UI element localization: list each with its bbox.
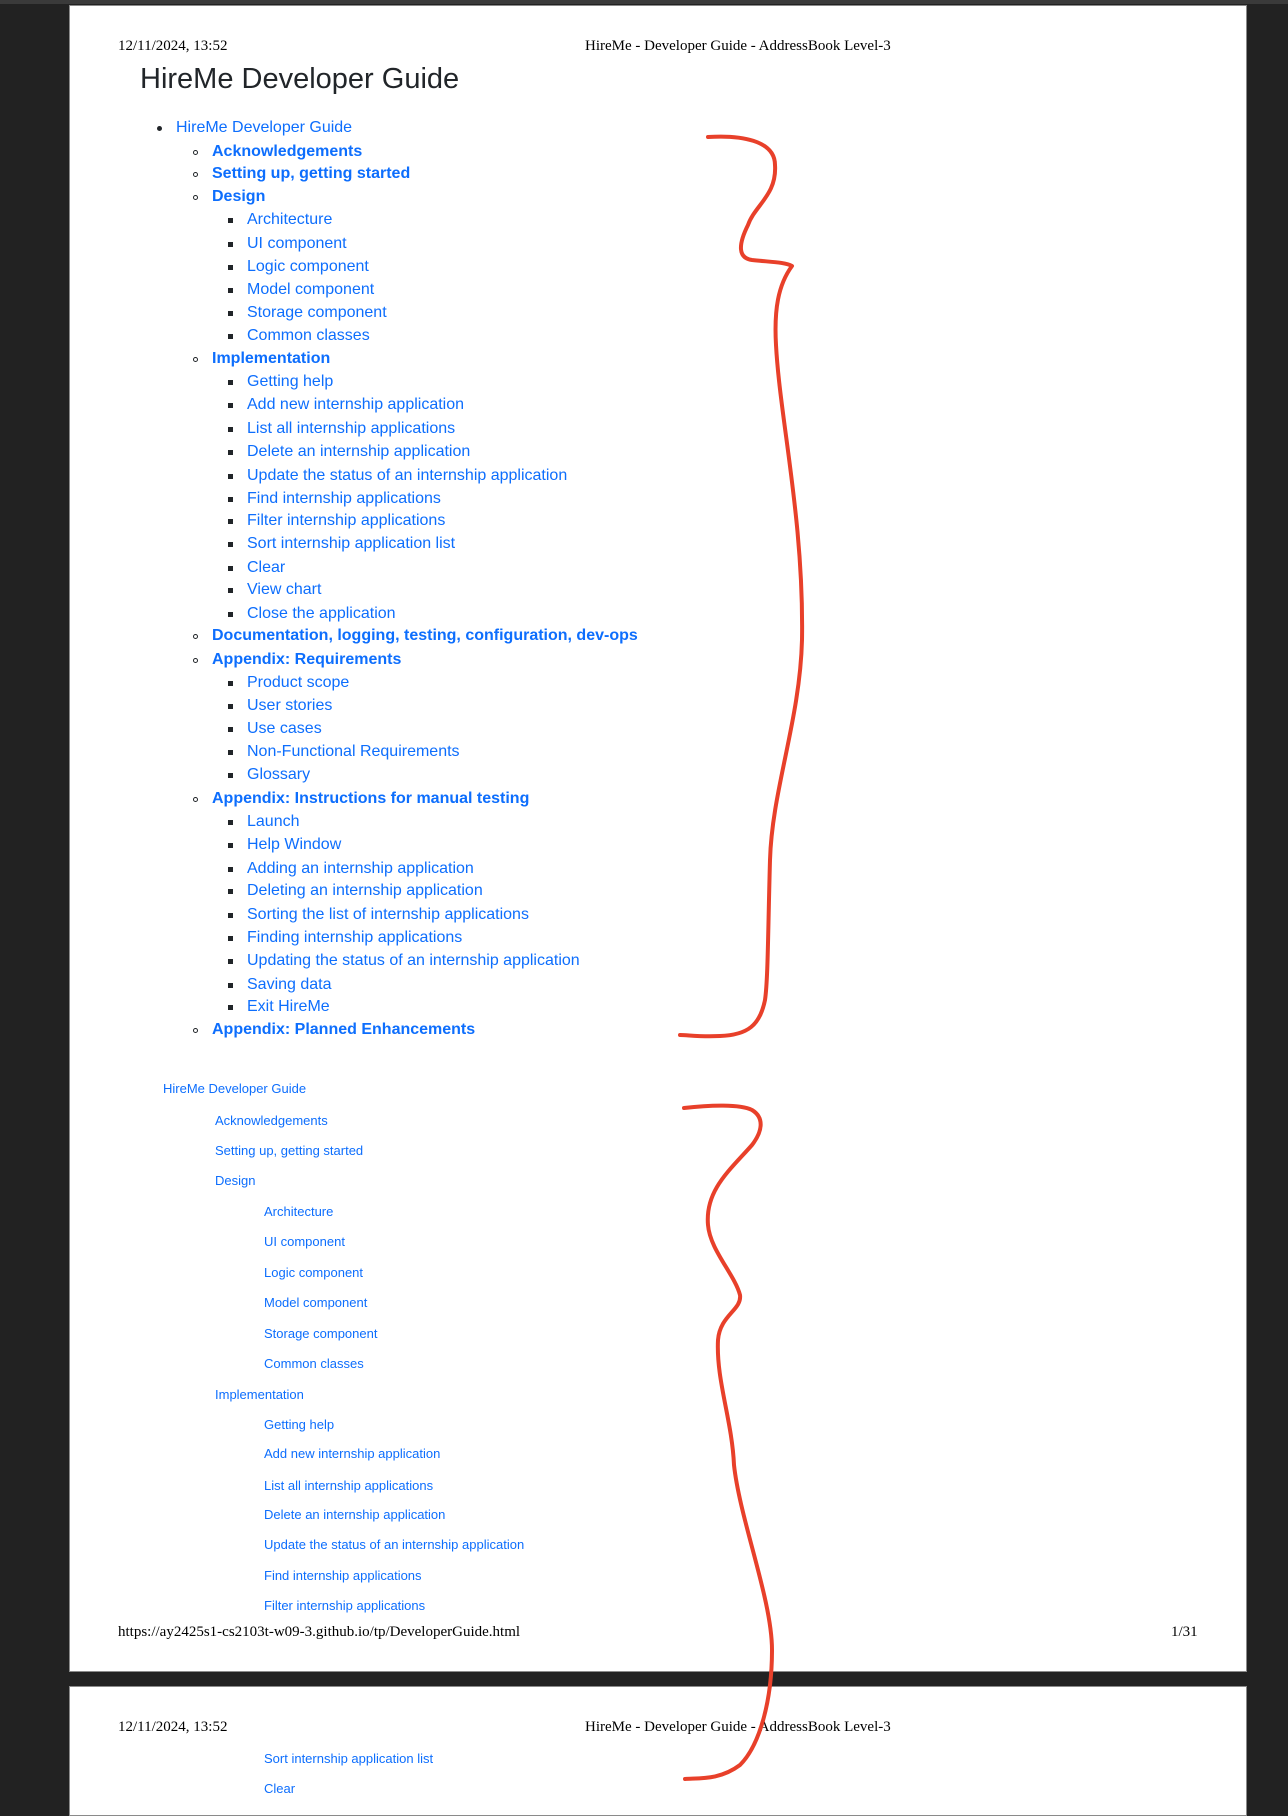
toc-link[interactable]: Add new internship application	[247, 396, 465, 413]
footer-url: https://ay2425s1-cs2103t-w09-3.github.io/tp/DeveloperGuide.html	[118, 1624, 521, 1640]
nav-link[interactable]: Find internship applications	[264, 1568, 422, 1583]
toc-link[interactable]: View chart	[247, 581, 322, 598]
toc-link[interactable]: Finding internship applications	[247, 929, 463, 946]
toc-link[interactable]: Storage component	[247, 304, 387, 321]
toc-bullet	[228, 288, 233, 293]
toc-link[interactable]: Product scope	[247, 674, 350, 691]
toc-bullet	[228, 334, 233, 339]
toc-link[interactable]: Sort internship application list	[247, 535, 456, 552]
toc-bullet	[228, 380, 233, 385]
toc-link[interactable]: Getting help	[247, 373, 334, 390]
nav-link[interactable]: Storage component	[264, 1326, 378, 1341]
nav-link[interactable]: List all internship applications	[264, 1478, 434, 1493]
toc-bullet	[228, 542, 233, 547]
toc-link[interactable]: Saving data	[247, 976, 332, 993]
toc-bullet	[228, 959, 233, 964]
nav-link[interactable]: Filter internship applications	[264, 1598, 426, 1613]
toc-link[interactable]: Non-Functional Requirements	[247, 743, 460, 760]
header-doc-title: HireMe - Developer Guide - AddressBook Level-3	[585, 1719, 891, 1735]
pdf-page-2	[69, 1686, 1247, 1816]
toc-link[interactable]: Appendix: Instructions for manual testing	[212, 790, 530, 807]
toc-bullet	[228, 983, 233, 988]
header-doc-title: HireMe - Developer Guide - AddressBook Level-3	[585, 38, 891, 54]
nav-link[interactable]: Implementation	[215, 1387, 304, 1402]
toc-link[interactable]: Implementation	[212, 350, 331, 367]
toc-bullet	[193, 634, 198, 639]
toc-bullet	[228, 566, 233, 571]
nav-link[interactable]: Logic component	[264, 1265, 364, 1280]
toc-link[interactable]: Documentation, logging, testing, configuration, dev-ops	[212, 627, 638, 644]
toc-link[interactable]: List all internship applications	[247, 420, 456, 437]
toc-bullet	[228, 727, 233, 732]
toc-link[interactable]: Setting up, getting started	[212, 165, 411, 182]
toc-bullet	[228, 867, 233, 872]
toc-bullet	[228, 681, 233, 686]
nav-link[interactable]: Architecture	[264, 1204, 334, 1219]
nav-link[interactable]: Design	[215, 1173, 256, 1188]
toc-link[interactable]: Clear	[247, 559, 286, 576]
toc-bullet	[157, 126, 162, 131]
toc-bullet	[228, 474, 233, 479]
toc-bullet	[228, 265, 233, 270]
toc-bullet	[228, 889, 233, 894]
nav-link[interactable]: UI component	[264, 1234, 345, 1249]
toc-bullet	[228, 612, 233, 617]
toc-bullet	[228, 820, 233, 825]
footer-page-number: 1/31	[1171, 1624, 1198, 1640]
toc-link[interactable]: Delete an internship application	[247, 443, 471, 460]
toc-link[interactable]: Architecture	[247, 211, 333, 228]
page-title: HireMe Developer Guide	[140, 63, 460, 95]
toc-link[interactable]: Logic component	[247, 258, 369, 275]
toc-bullet	[228, 704, 233, 709]
toc-link[interactable]: Model component	[247, 281, 375, 298]
toc-link[interactable]: User stories	[247, 697, 333, 714]
header-datetime: 12/11/2024, 13:52	[118, 1719, 228, 1735]
toc-bullet	[193, 658, 198, 663]
toc-link[interactable]: HireMe Developer Guide	[176, 119, 353, 136]
toc-bullet	[228, 427, 233, 432]
toc-bullet	[228, 843, 233, 848]
toc-bullet	[193, 1028, 198, 1033]
toc-bullet	[228, 588, 233, 593]
toc-link[interactable]: Design	[212, 188, 266, 205]
nav-link[interactable]: Model component	[264, 1295, 368, 1310]
nav-link[interactable]: Common classes	[264, 1356, 364, 1371]
nav-link[interactable]: Add new internship application	[264, 1446, 441, 1461]
toc-bullet	[228, 750, 233, 755]
toc-bullet	[228, 218, 233, 223]
toc-link[interactable]: Common classes	[247, 327, 370, 344]
nav-link[interactable]: Clear	[264, 1781, 296, 1796]
toc-link[interactable]: Launch	[247, 813, 300, 830]
toc-link[interactable]: Updating the status of an internship application	[247, 952, 580, 969]
toc-link[interactable]: Appendix: Planned Enhancements	[212, 1021, 476, 1038]
toc-bullet	[228, 311, 233, 316]
viewer-top-bar	[0, 0, 1288, 4]
header-datetime: 12/11/2024, 13:52	[118, 38, 228, 54]
toc-bullet	[193, 195, 198, 200]
toc-link[interactable]: Sorting the list of internship applications	[247, 906, 529, 923]
toc-link[interactable]: UI component	[247, 235, 347, 252]
toc-link[interactable]: Acknowledgements	[212, 143, 363, 160]
nav-link[interactable]: Acknowledgements	[215, 1113, 328, 1128]
toc-link[interactable]: Deleting an internship application	[247, 882, 483, 899]
nav-link[interactable]: Getting help	[264, 1417, 335, 1432]
toc-bullet	[193, 150, 198, 155]
nav-link[interactable]: Update the status of an internship application	[264, 1537, 525, 1552]
toc-link[interactable]: Appendix: Requirements	[212, 651, 402, 668]
toc-bullet	[228, 519, 233, 524]
toc-bullet	[228, 1005, 233, 1010]
toc-bullet	[228, 913, 233, 918]
toc-link[interactable]: Glossary	[247, 766, 311, 783]
toc-link[interactable]: Adding an internship application	[247, 860, 474, 877]
pdf-page-1	[69, 5, 1247, 1672]
toc-bullet	[228, 403, 233, 408]
toc-link[interactable]: Help Window	[247, 836, 342, 853]
toc-link[interactable]: Filter internship applications	[247, 512, 446, 529]
toc-bullet	[228, 242, 233, 247]
nav-link[interactable]: HireMe Developer Guide	[163, 1081, 307, 1096]
toc-bullet	[193, 797, 198, 802]
toc-bullet	[228, 936, 233, 941]
toc-link[interactable]: Exit HireMe	[247, 998, 330, 1015]
nav-link[interactable]: Setting up, getting started	[215, 1143, 364, 1158]
toc-link[interactable]: Find internship applications	[247, 490, 441, 507]
toc-link[interactable]: Use cases	[247, 720, 322, 737]
toc-bullet	[228, 497, 233, 502]
toc-bullet	[193, 357, 198, 362]
toc-bullet	[228, 773, 233, 778]
nav-link[interactable]: Sort internship application list	[264, 1751, 434, 1766]
toc-link[interactable]: Close the application	[247, 605, 396, 622]
nav-link[interactable]: Delete an internship application	[264, 1507, 446, 1522]
toc-link[interactable]: Update the status of an internship application	[247, 467, 568, 484]
toc-bullet	[228, 450, 233, 455]
toc-bullet	[193, 172, 198, 177]
